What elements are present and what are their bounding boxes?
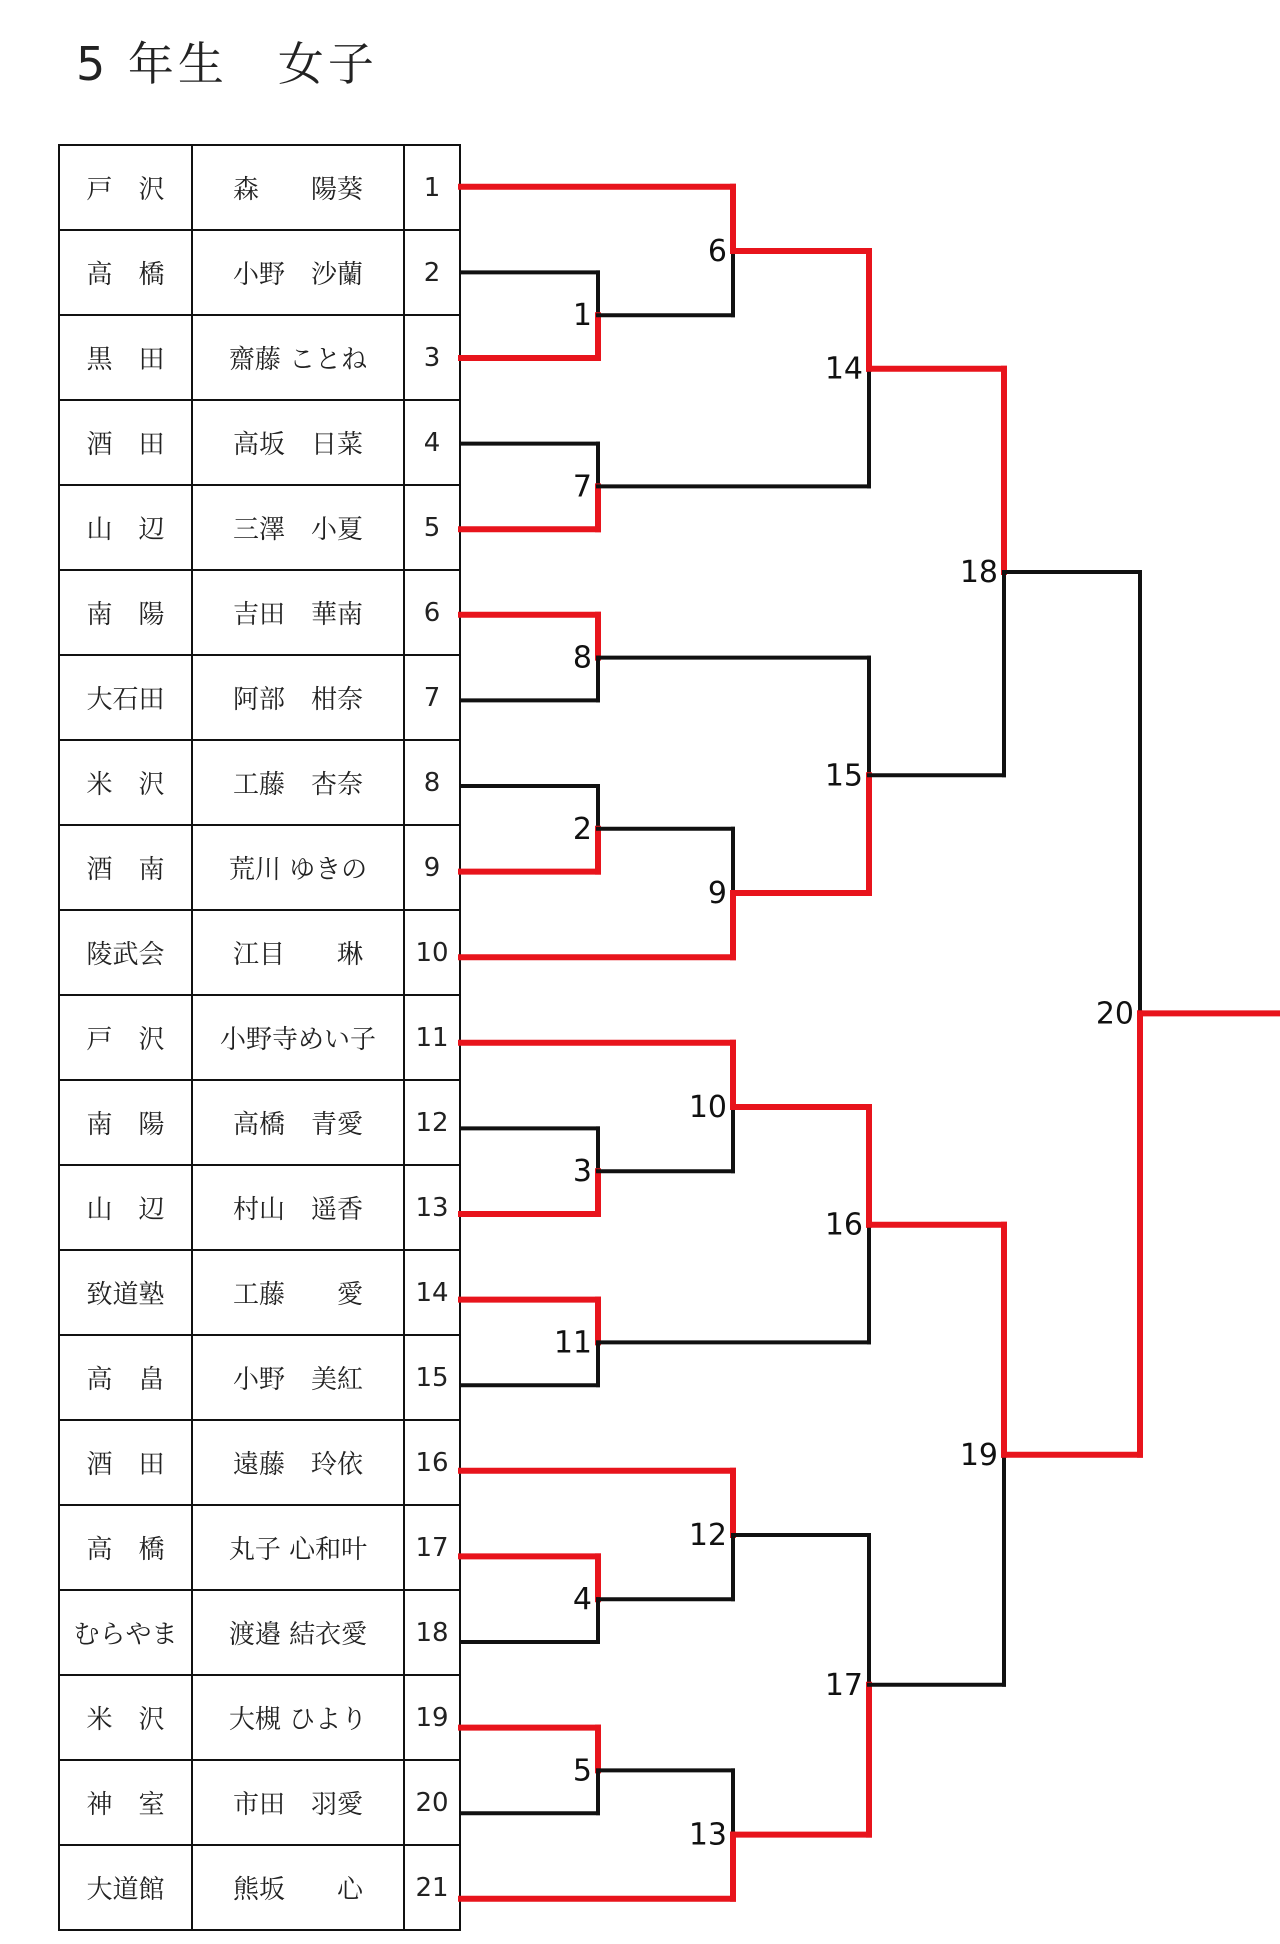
player-name: 荒川 ゆきの — [192, 825, 404, 910]
player-name: 吉田 華南 — [192, 570, 404, 655]
player-name: 高坂 日菜 — [192, 400, 404, 485]
match-number: 6 — [707, 234, 727, 269]
entry-number: 10 — [404, 910, 460, 995]
entry-number: 19 — [404, 1675, 460, 1760]
entry-number: 9 — [404, 825, 460, 910]
entry-number: 15 — [404, 1335, 460, 1420]
club-name: 致道塾 — [59, 1250, 192, 1335]
match-number: 10 — [688, 1090, 727, 1125]
match-number: 12 — [688, 1518, 727, 1553]
match-number: 16 — [824, 1207, 863, 1243]
player-name: 阿部 柑奈 — [192, 655, 404, 740]
match-number: 15 — [824, 758, 863, 794]
match-number: 17 — [824, 1667, 863, 1703]
club-name: 高 橋 — [59, 230, 192, 315]
match-number: 20 — [1095, 996, 1134, 1032]
club-name: 陵武会 — [59, 910, 192, 995]
club-name: 山 辺 — [59, 485, 192, 570]
player-name: 熊坂 心 — [192, 1845, 404, 1930]
match-number: 9 — [707, 876, 727, 911]
entry-number: 16 — [404, 1420, 460, 1505]
player-name: 渡邉 結衣愛 — [192, 1590, 404, 1675]
entry-number: 11 — [404, 995, 460, 1080]
player-name: 小野 沙蘭 — [192, 230, 404, 315]
entry-number: 1 — [404, 145, 460, 230]
match-number: 1 — [572, 298, 592, 334]
player-name: 遠藤 玲依 — [192, 1420, 404, 1505]
entry-number: 18 — [404, 1590, 460, 1675]
club-name: 山 辺 — [59, 1165, 192, 1250]
player-name: 小野 美紅 — [192, 1335, 404, 1420]
player-name: 工藤 杏奈 — [192, 740, 404, 825]
player-name: 齋藤 ことね — [192, 315, 404, 400]
player-name: 村山 遥香 — [192, 1165, 404, 1250]
player-name: 江目 琳 — [192, 910, 404, 995]
match-number: 11 — [553, 1325, 592, 1361]
match-number: 7 — [572, 469, 592, 505]
entry-number: 21 — [404, 1845, 460, 1930]
player-name: 大槻 ひより — [192, 1675, 404, 1760]
match-number: 3 — [572, 1154, 592, 1190]
match-number: 14 — [824, 351, 863, 387]
match-number: 18 — [959, 555, 998, 590]
club-name: 大道館 — [59, 1845, 192, 1930]
club-name: 酒 田 — [59, 400, 192, 485]
player-name: 森 陽葵 — [192, 145, 404, 230]
entry-number: 6 — [404, 570, 460, 655]
player-name: 高橋 青愛 — [192, 1080, 404, 1165]
player-name: 小野寺めい子 — [192, 995, 404, 1080]
match-number: 5 — [572, 1753, 592, 1789]
entry-number: 4 — [404, 400, 460, 485]
match-number: 19 — [959, 1437, 998, 1473]
entry-number: 13 — [404, 1165, 460, 1250]
page-title: 5 年生 女子 — [76, 37, 378, 91]
player-name: 工藤 愛 — [192, 1250, 404, 1335]
entry-number: 17 — [404, 1505, 460, 1590]
entry-number: 3 — [404, 315, 460, 400]
club-name: 黒 田 — [59, 315, 192, 400]
entry-number: 12 — [404, 1080, 460, 1165]
match-number: 8 — [572, 640, 592, 676]
entry-number: 5 — [404, 485, 460, 570]
club-name: 戸 沢 — [59, 995, 192, 1080]
club-name: 戸 沢 — [59, 145, 192, 230]
club-name: 高 畠 — [59, 1335, 192, 1420]
entry-number: 2 — [404, 230, 460, 315]
match-number: 4 — [572, 1582, 592, 1618]
entry-number: 7 — [404, 655, 460, 740]
club-name: 大石田 — [59, 655, 192, 740]
entry-number: 14 — [404, 1250, 460, 1335]
club-name: 南 陽 — [59, 1080, 192, 1165]
entry-number: 8 — [404, 740, 460, 825]
player-name: 丸子 心和叶 — [192, 1505, 404, 1590]
club-name: むらやま — [59, 1590, 192, 1675]
player-name: 三澤 小夏 — [192, 485, 404, 570]
club-name: 酒 南 — [59, 825, 192, 910]
entry-number: 20 — [404, 1760, 460, 1845]
club-name: 酒 田 — [59, 1420, 192, 1505]
match-number: 2 — [572, 811, 592, 847]
match-number: 13 — [688, 1817, 727, 1853]
club-name: 高 橋 — [59, 1505, 192, 1590]
club-name: 南 陽 — [59, 570, 192, 655]
club-name: 米 沢 — [59, 740, 192, 825]
club-name: 神 室 — [59, 1760, 192, 1845]
player-name: 市田 羽愛 — [192, 1760, 404, 1845]
club-name: 米 沢 — [59, 1675, 192, 1760]
